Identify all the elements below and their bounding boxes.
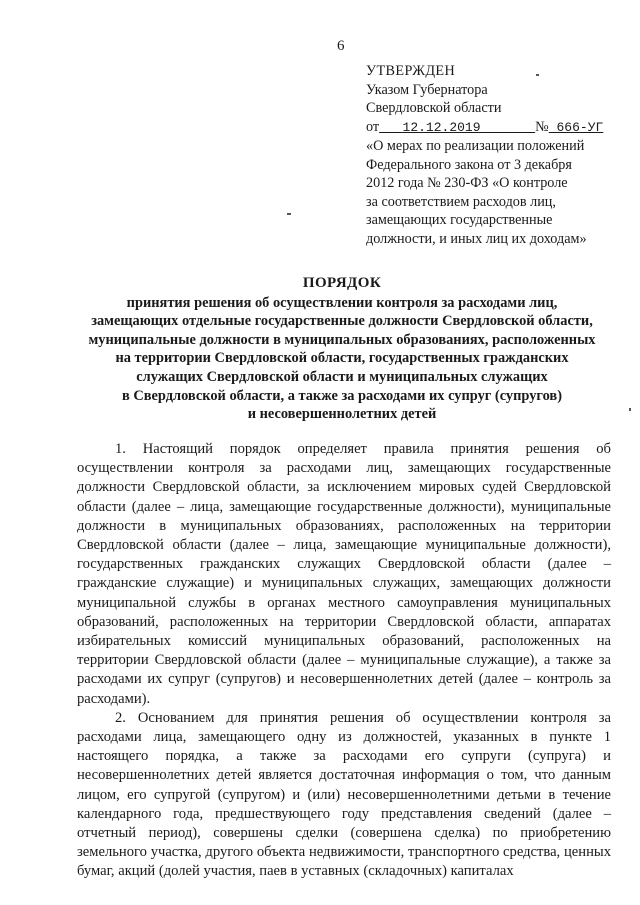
- paragraph-1: 1. Настоящий порядок определяет правила принятия решения об осуществлении контроля за расходами лиц, замещающих государственные должности Свердловской области, за исключением мировых судей Свердловской области (далее – лица, замещающие государственные должности), муниципальные должности в муниципальных образованиях, расположенных на территории Свердловской области (далее – лица, замещающие муниципальные должности), государственных гражданских служащих Свердловской области (далее – гражданские служащие) и муниципальных служащих, замещающих должности муниципальной службы в органах местного самоуправления муниципальных образований, расположенных на территории Свердловской области, аппаратах избирательных комиссий муниципальных образований, расположенных на территории Свердловской области (далее – муниципальные служащие), а также за расходами их супруг (супругов) и несовершеннолетних детей (далее – контроль за расходами).: [77, 441, 611, 707]
- approval-stamp: [366, 62, 616, 248]
- decree-number: [549, 120, 604, 135]
- decree-number-value: 666-УГ: [556, 119, 604, 135]
- document-title: [72, 274, 612, 424]
- title-line: в Свердловской области, а также за расходами их супруг (супругов): [122, 387, 562, 404]
- scan-speck: [287, 213, 291, 215]
- title-line: на территории Свердловской области, государственных гражданских: [115, 350, 569, 367]
- approved-label: УТВЕРЖДЕН: [366, 63, 456, 79]
- decree-authority: Указом Губернатора: [366, 81, 488, 98]
- decree-title-line: за соответствием расходов лиц,: [366, 193, 556, 210]
- decree-title-line: замещающих государственные: [366, 212, 553, 228]
- decree-region: Свердловской области: [366, 100, 502, 116]
- decree-date-number: [366, 118, 616, 138]
- title-line: принятия решения об осуществлении контроля за расходами лиц,: [126, 294, 558, 311]
- number-prefix: №: [535, 118, 549, 135]
- title-line: замещающих отдельные государственные должности Свердловской области,: [91, 313, 593, 330]
- document-body: [77, 440, 611, 882]
- title-line: служащих Свердловской области и муниципальных служащих: [136, 368, 548, 385]
- decree-title-line: 2012 года № 230-ФЗ «О контроле: [366, 175, 568, 191]
- title-line: муниципальные должности в муниципальных образованиях, расположенных: [88, 331, 596, 348]
- document-heading: ПОРЯДОК: [302, 275, 382, 291]
- paragraph-2: 2. Основанием для принятия решения об осуществлении контроля за расходами лица, замещающего одну из должностей, указанных в пункте 1 настоящего порядка, а также за расходами его супруги (супруга) и несовершеннолетних детей является достаточная информация о том, что данным лицом, его супругой (супругом) и (или) несовершеннолетними детьми в течение календарного года, предшествующего году представления сведений (далее – отчетный период), совершены сделки (совершена сделка) по приобретению земельного участка, другого объекта недвижимости, транспортного средства, ценных бумаг, акций (долей участия, паев в уставных (складочных) капиталах: [77, 709, 611, 880]
- title-line: и несовершеннолетних детей: [247, 406, 437, 423]
- decree-title-line: Федерального закона от 3 декабря: [366, 156, 572, 173]
- decree-title-line: должности, и иных лиц их доходам»: [366, 230, 587, 247]
- page-number: 6: [337, 38, 345, 54]
- scan-speck: [536, 74, 539, 76]
- decree-date-value: 12.12.2019: [402, 119, 481, 135]
- date-prefix: от: [366, 118, 380, 135]
- scan-speck: [629, 408, 631, 411]
- decree-date: [379, 120, 535, 135]
- decree-title-line: «О мерах по реализации положений: [366, 138, 585, 154]
